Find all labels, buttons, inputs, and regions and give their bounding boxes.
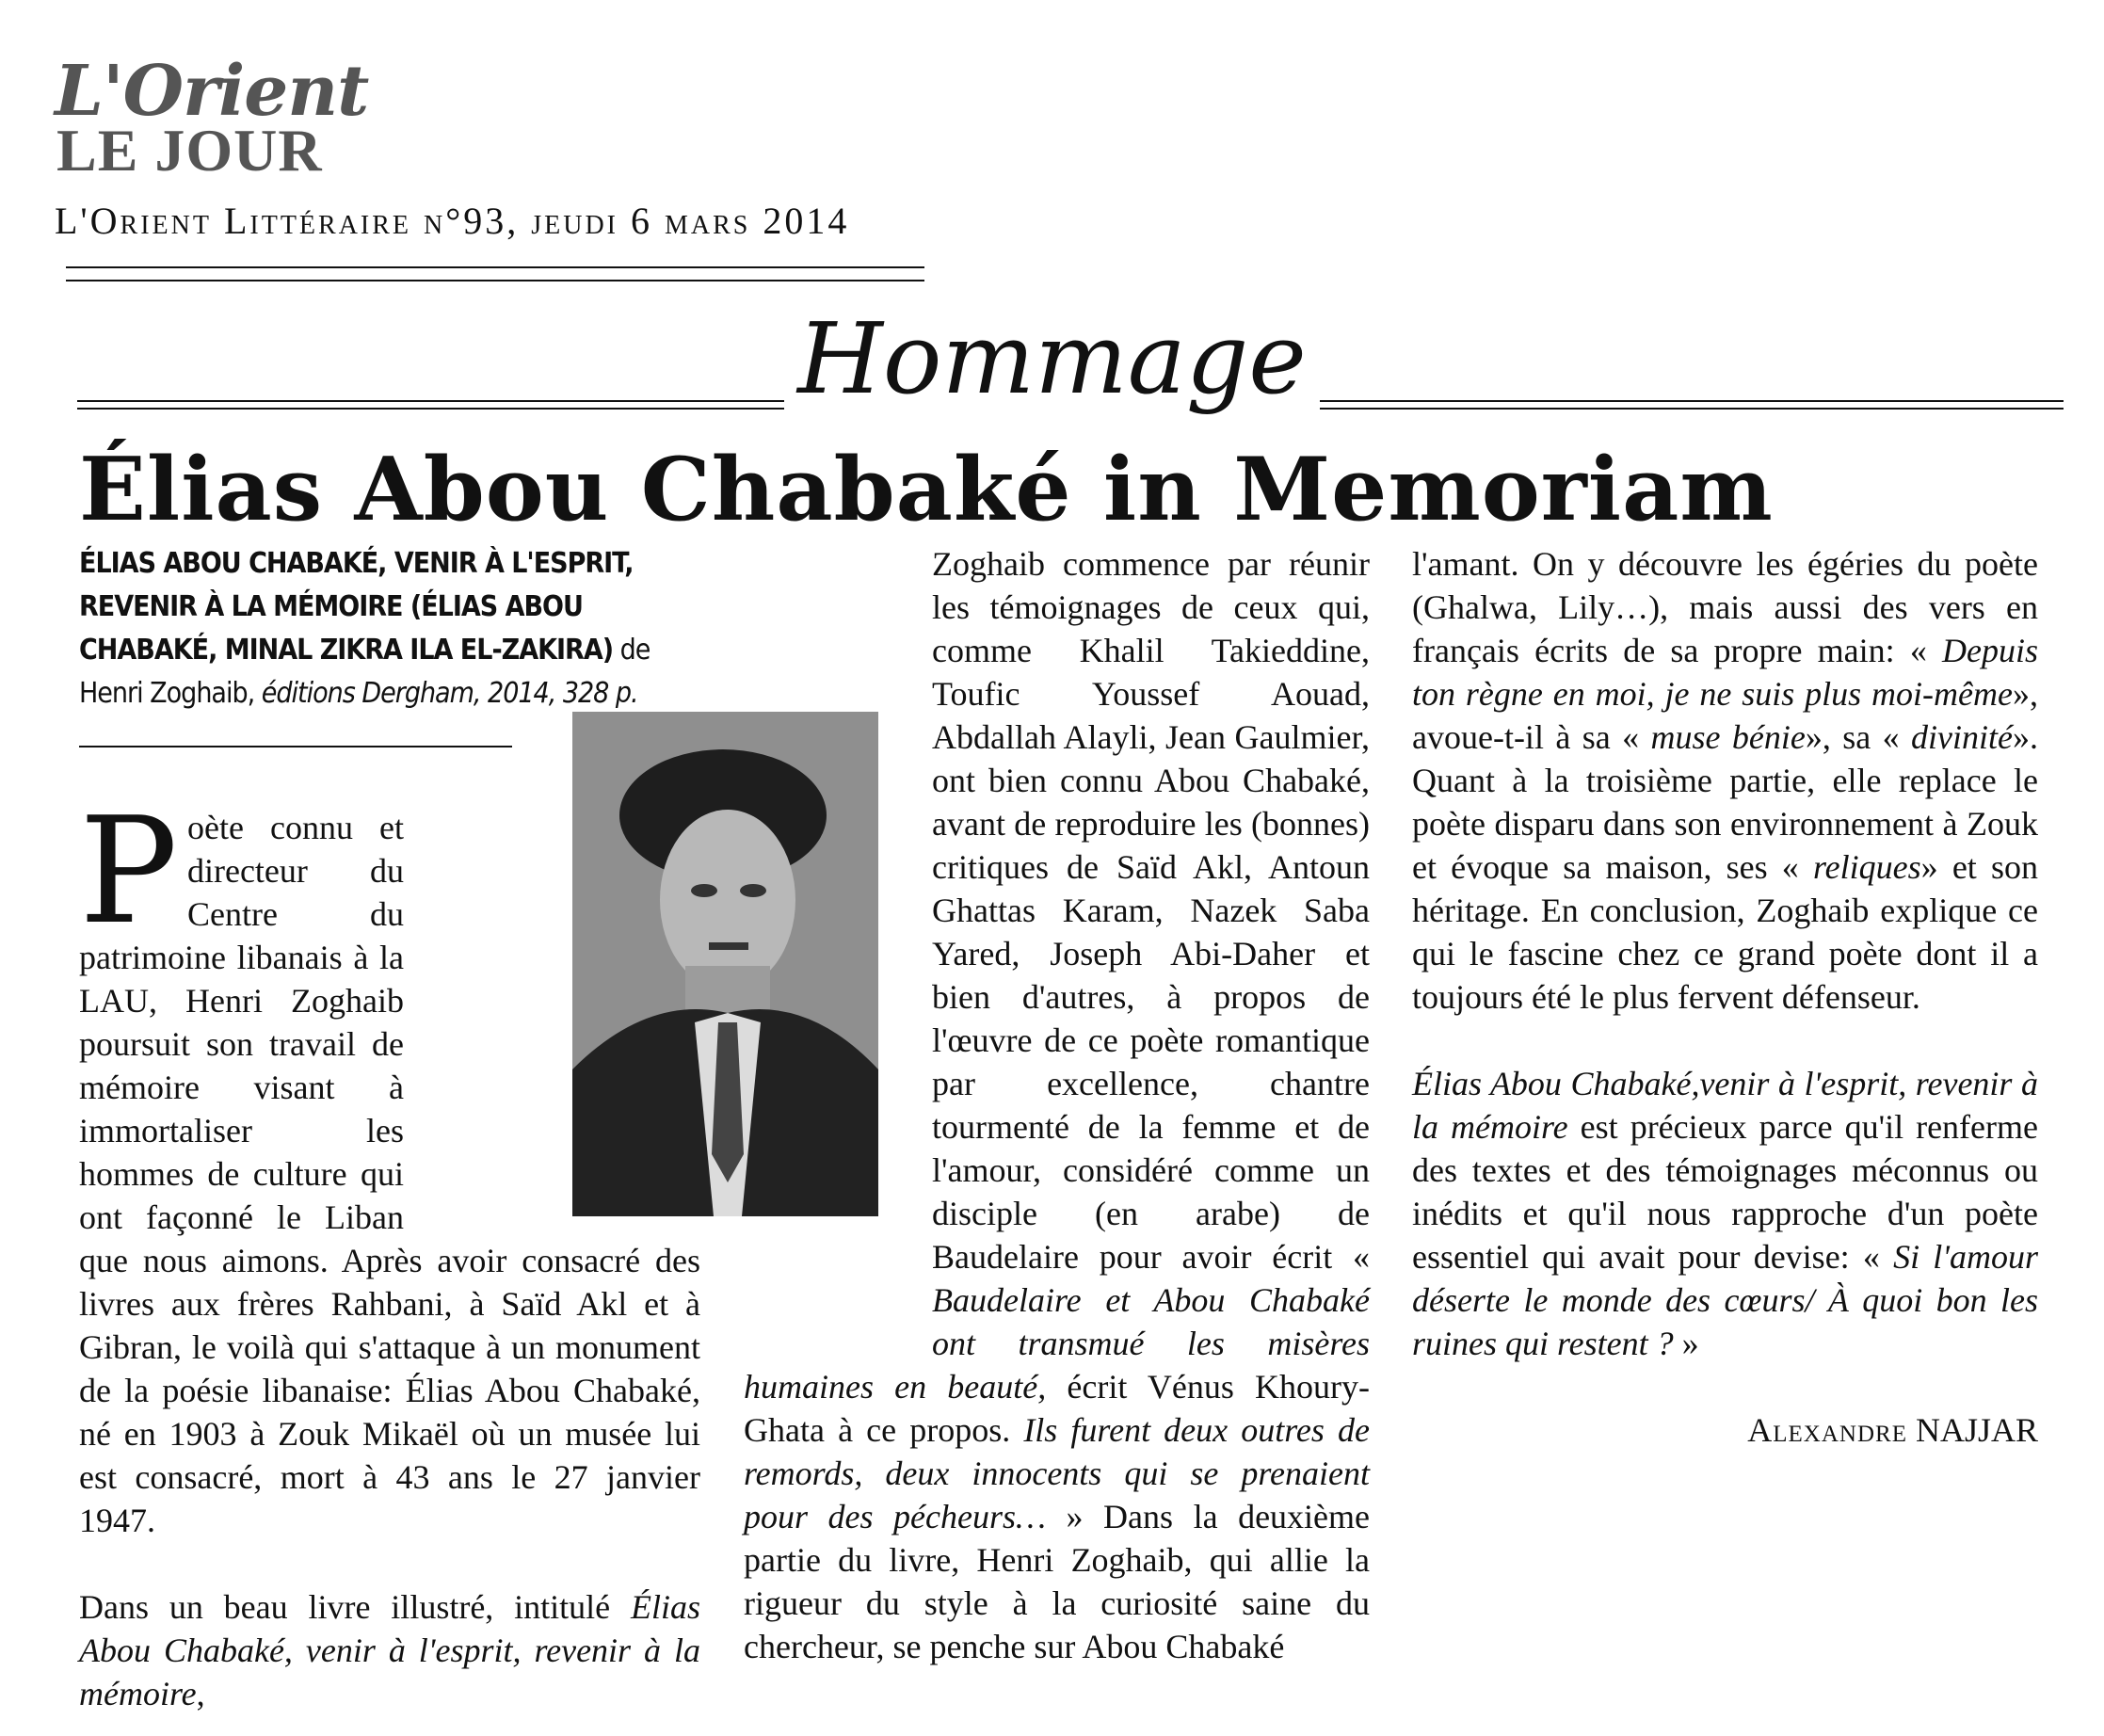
author-last-name: NAJJAR [1915, 1411, 2038, 1449]
book-author: de Henri Zoghaib, [79, 634, 650, 710]
article-column-3 [1412, 542, 2038, 1452]
article-headline: Élias Abou Chabaké in Memoriam [79, 438, 1774, 540]
dateline: L'Orient Littéraire n°93, jeudi 6 mars 2014 [55, 200, 850, 242]
paragraph-gap [1412, 1019, 2038, 1062]
photo-wrap-space [744, 672, 932, 1359]
newspaper-logo [55, 51, 369, 184]
article-column-2 [744, 542, 1370, 1668]
p2-text-segment: Zoghaib commence par réunir les témoignages de ceux qui, comme Khalil Takieddine, Toufic Youssef Aouad, Abdallah Alayli, Jean Gaulmier, ont bien connu Abou Chabaké, avant de reproduire les (bonnes) critiques de Saïd Akl, Antoun Ghattas Karam, Nazek Saba Yared, Joseph Abi-Daher et bien d'autres, à propos de l'œuvre de ce poète romantique par excellence, chantre tourmenté de la femme et de l'amour, considéré comme un disciple (en arabe) de Baudelaire pour avoir écrit [932, 545, 1370, 1276]
p3-book-title: Élias Abou Chabaké,venir à l'esprit, revenir à la mémoire [1412, 1065, 2038, 1146]
p2-quote-segment: divinité [1911, 718, 2013, 756]
p2-text-segment: écrit Vénus Khoury-Ghata à ce propos. [744, 1368, 1370, 1449]
paragraph-2-end [1412, 542, 2038, 1019]
p2-text-b: , [196, 1675, 205, 1712]
p2-book-title: Élias Abou Chabaké, venir à l'esprit, revenir à la mémoire [79, 1588, 700, 1712]
p2-quote-segment: Baudelaire et Abou Chabaké ont transmué les misères humaines en beauté, [744, 1281, 1370, 1406]
p2-text-segment: », avoue-t-il à sa « [1412, 675, 2038, 756]
p2-text-segment: » Dans la deuxième partie du livre, Henri Zoghaib, qui allie la rigueur du style à la curiosité saine du chercheur, se penche sur Abou Chabaké [744, 1498, 1371, 1665]
reference-rule [79, 746, 512, 747]
p3-text-b: » [1673, 1325, 1699, 1362]
logo-line-1: L'Orient [55, 51, 369, 132]
p2-text-segment: l'amant. On y découvre les égéries du poète (Ghalwa, Lily…), mais aussi des vers en français écrits de sa propre main: « [1412, 545, 2038, 669]
paragraph-gap [79, 1542, 700, 1585]
book-publisher: éditions Dergham, 2014, 328 p. [261, 677, 638, 710]
p2-text-segment: « [1353, 1238, 1370, 1276]
book-title-caps: ÉLIAS ABOU CHABAKÉ, VENIR À L'ESPRIT, REVENIR À LA MÉMOIRE (ÉLIAS ABOU CHABAKÉ, MINAL ZIKRA ILA EL-ZAKIRA) [79, 547, 634, 667]
p2-quote-segment: Depuis ton règne en moi, je ne suis plus moi-même [1412, 632, 2038, 713]
p2-text-a: Dans un beau livre illustré, intitulé [79, 1588, 631, 1626]
p3-motto-quote: Si l'amour déserte le monde des cœurs/ À quoi bon les ruines qui restent ? [1412, 1238, 2038, 1362]
paragraph-1-text: oète connu et directeur du Centre du patrimoine libanais à la LAU, Henri Zoghaib poursuit son travail de mémoire visant à immortaliser les hommes de culture qui ont façonné le Liban que nous aimons. Après avoir consacré des livres aux frères Rahbani, à Saïd Akl et à Gibran, le voilà qui s'attaque à un monument de la poésie libanaise: Élias Abou Chabaké, né en 1903 à Zouk Mikaël où un musée lui est consacré, mort à 43 ans le 27 janvier 1947. [79, 809, 700, 1539]
drop-cap: P [79, 785, 178, 956]
p2-quote-segment: Ils furent deux outres de remords, deux innocents qui se prenaient pour des pécheurs… [744, 1411, 1370, 1535]
p2-text-segment: », sa « [1805, 718, 1912, 756]
section-title: Hommage [784, 297, 1320, 420]
author-signature [1412, 1408, 2038, 1452]
section-heading [0, 297, 2104, 420]
book-reference [79, 542, 696, 715]
p2-quote-segment: muse bénie [1650, 718, 1806, 756]
p2-text-segment: ». Quant à la troisième partie, elle replace le poète disparu dans son environnement à Zouk et évoque sa maison, ses « [1412, 718, 2038, 886]
author-first-name: Alexandre [1747, 1411, 1907, 1449]
masthead-rule-top [66, 266, 924, 268]
paragraph-3 [1412, 1062, 2038, 1365]
p2-quote-segment: reliques [1812, 848, 1921, 886]
masthead-rule-bottom [66, 280, 924, 281]
logo-line-2: LE JOUR [56, 117, 323, 184]
p3-text-a: est précieux parce qu'il renferme des textes et des témoignages méconnus ou inédits et qu'il nous rapproche d'un poète essentiel qui avait pour devise: « [1412, 1108, 2038, 1276]
p2-text-segment: » et son héritage. En conclusion, Zoghaib explique ce qui le fascine chez ce grand poète dont il a toujours été le plus fervent défenseur. [1412, 848, 2038, 1016]
paragraph-2-start [79, 1585, 700, 1715]
